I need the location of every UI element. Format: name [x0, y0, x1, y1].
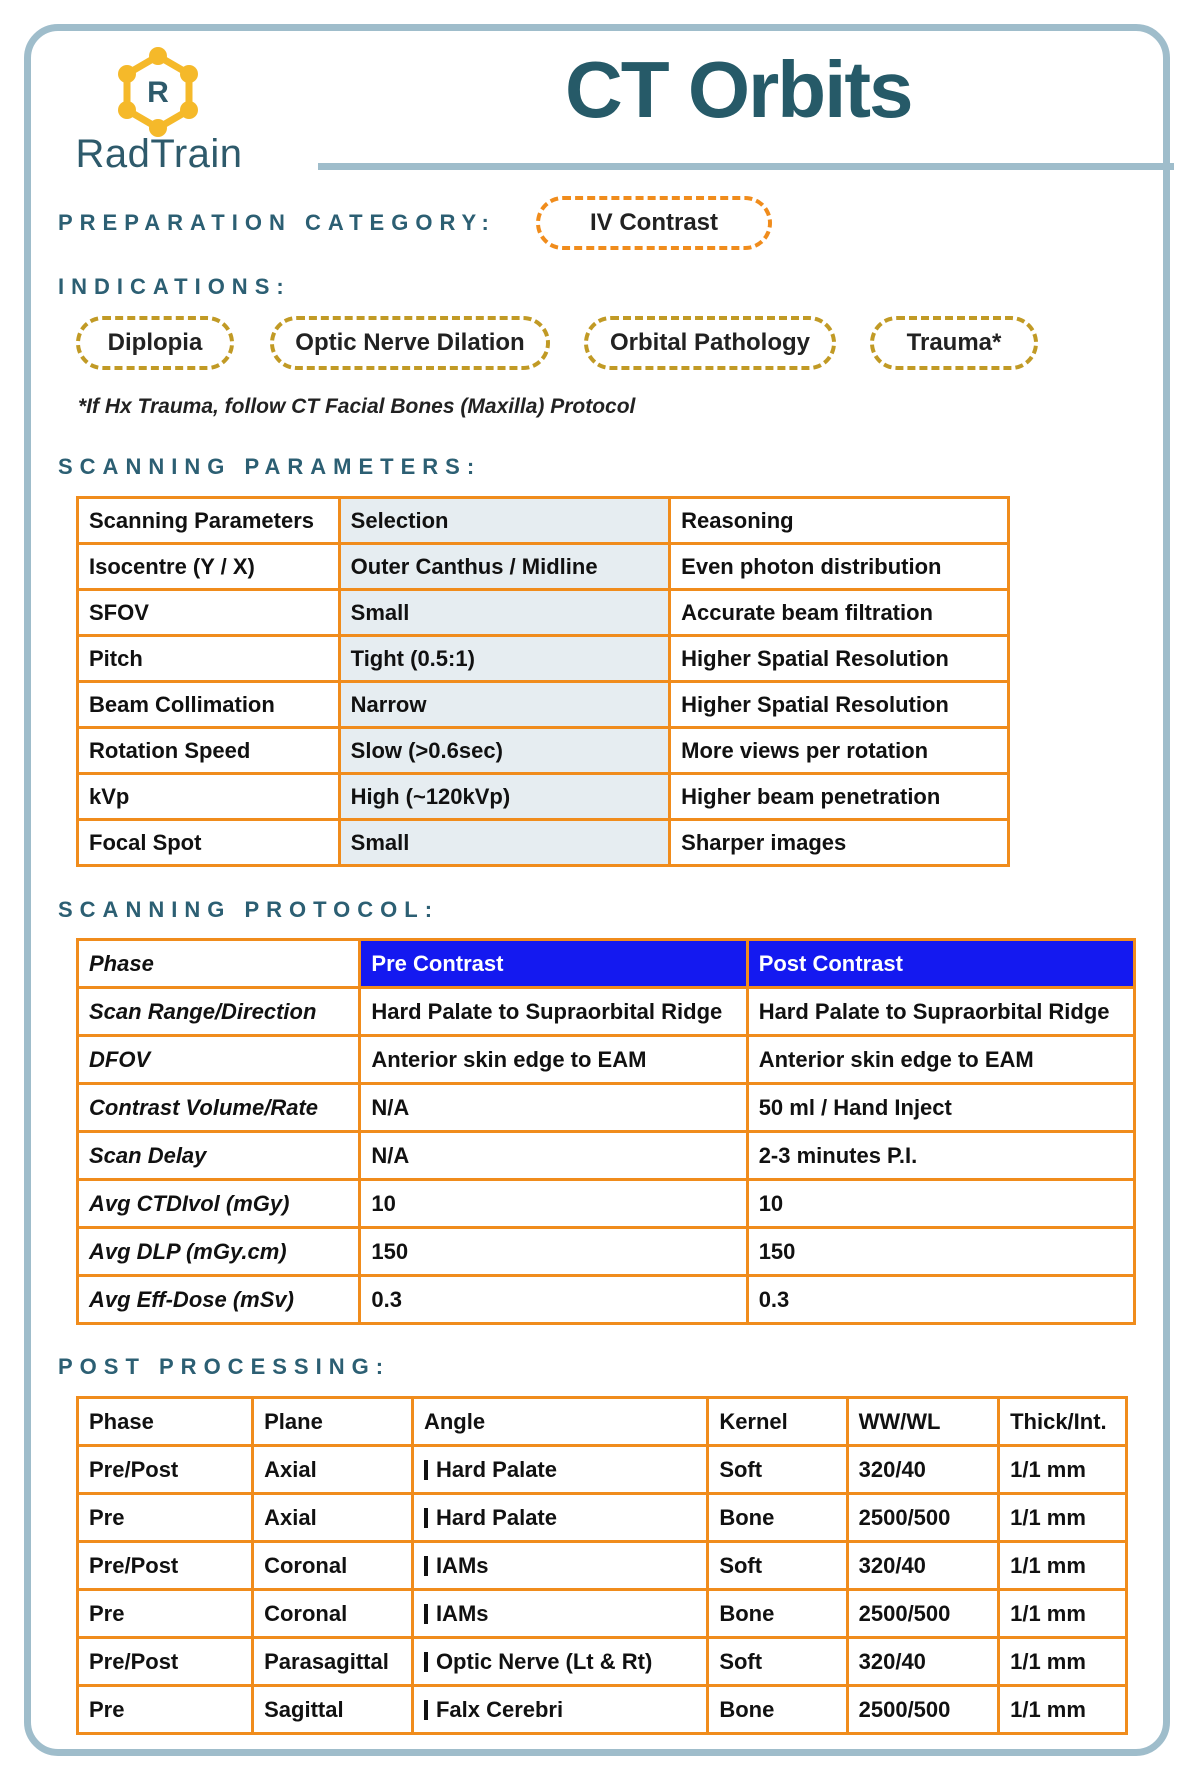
table-row: [78, 1686, 1127, 1734]
logo-letter: R: [147, 76, 169, 109]
preparation-category-badge: IV Contrast: [536, 196, 772, 250]
table-row: [78, 820, 1009, 866]
table-header-row: [78, 498, 1009, 544]
header-cell: Selection: [339, 498, 670, 544]
protocol-label-cell: Contrast Volume/Rate: [78, 1084, 360, 1132]
scanning-parameters-table: [76, 496, 1010, 867]
thickness-cell: 1/1 mm: [999, 1446, 1127, 1494]
pre-contrast-cell: 10: [360, 1180, 747, 1228]
parameter-cell: Focal Spot: [78, 820, 340, 866]
protocol-label-cell: Scan Delay: [78, 1132, 360, 1180]
protocol-label-cell: DFOV: [78, 1036, 360, 1084]
angle-cell: [412, 1446, 707, 1494]
scanning-protocol-heading: SCANNING PROTOCOL:: [58, 897, 440, 922]
table-row: [78, 1132, 1135, 1180]
pre-contrast-cell: N/A: [360, 1132, 747, 1180]
post-contrast-cell: 10: [747, 1180, 1134, 1228]
header-cell: Plane: [253, 1398, 413, 1446]
angle-label: Falx Cerebri: [435, 1696, 564, 1722]
plane-cell: Sagittal: [253, 1686, 413, 1734]
angle-line-icon: [424, 1508, 428, 1528]
table-row: [78, 544, 1009, 590]
table-header-row: [78, 940, 1135, 988]
angle-cell: [412, 1686, 707, 1734]
table-row: [78, 728, 1009, 774]
phase-cell: Pre: [78, 1590, 253, 1638]
table-row: [78, 1446, 1127, 1494]
plane-cell: Axial: [253, 1494, 413, 1542]
table-row: [78, 1494, 1127, 1542]
phase-cell: Pre/Post: [78, 1542, 253, 1590]
kernel-cell: Bone: [708, 1590, 847, 1638]
header-cell: Kernel: [708, 1398, 847, 1446]
table-row: [78, 682, 1009, 728]
pre-contrast-cell: Hard Palate to Supraorbital Ridge: [360, 988, 747, 1036]
angle-cell: [412, 1542, 707, 1590]
table-row: [78, 1036, 1135, 1084]
reasoning-cell: Higher Spatial Resolution: [670, 636, 1009, 682]
indication-badge: Diplopia: [76, 316, 234, 370]
header-cell: Phase: [78, 1398, 253, 1446]
header-cell: Scanning Parameters: [78, 498, 340, 544]
plane-cell: Coronal: [253, 1590, 413, 1638]
indication-badge: Optic Nerve Dilation: [270, 316, 550, 370]
window-cell: 2500/500: [847, 1686, 998, 1734]
angle-line-icon: [424, 1652, 428, 1672]
preparation-heading: PREPARATION CATEGORY:: [58, 210, 496, 235]
post-contrast-cell: 0.3: [747, 1276, 1134, 1324]
angle-cell: [412, 1494, 707, 1542]
plane-cell: Axial: [253, 1446, 413, 1494]
logo-name: RadTrain: [75, 132, 243, 176]
protocol-label-cell: Avg Eff-Dose (mSv): [78, 1276, 360, 1324]
post-contrast-cell: 150: [747, 1228, 1134, 1276]
plane-cell: Coronal: [253, 1542, 413, 1590]
kernel-cell: Soft: [708, 1542, 847, 1590]
table-row: [78, 1638, 1127, 1686]
angle-cell: [412, 1638, 707, 1686]
post-processing-table: [76, 1396, 1128, 1735]
pre-contrast-cell: 150: [360, 1228, 747, 1276]
thickness-cell: 1/1 mm: [999, 1494, 1127, 1542]
indication-badge: Orbital Pathology: [584, 316, 836, 370]
table-row: [78, 1228, 1135, 1276]
reasoning-cell: Even photon distribution: [670, 544, 1009, 590]
phase-cell: Pre: [78, 1686, 253, 1734]
selection-cell: Slow (>0.6sec): [339, 728, 670, 774]
reasoning-cell: Accurate beam filtration: [670, 590, 1009, 636]
thickness-cell: 1/1 mm: [999, 1590, 1127, 1638]
kernel-cell: Bone: [708, 1494, 847, 1542]
angle-label: Hard Palate: [435, 1456, 557, 1482]
selection-cell: Narrow: [339, 682, 670, 728]
post-contrast-cell: Anterior skin edge to EAM: [747, 1036, 1134, 1084]
selection-cell: Tight (0.5:1): [339, 636, 670, 682]
angle-label: Optic Nerve (Lt & Rt): [435, 1648, 653, 1674]
angle-line-icon: [424, 1556, 428, 1576]
parameter-cell: Rotation Speed: [78, 728, 340, 774]
pre-contrast-header: Pre Contrast: [360, 940, 747, 988]
post-contrast-cell: 2-3 minutes P.I.: [747, 1132, 1134, 1180]
table-row: [78, 1084, 1135, 1132]
selection-cell: Outer Canthus / Midline: [339, 544, 670, 590]
plane-cell: Parasagittal: [253, 1638, 413, 1686]
reasoning-cell: Sharper images: [670, 820, 1009, 866]
parameter-cell: kVp: [78, 774, 340, 820]
post-contrast-cell: Hard Palate to Supraorbital Ridge: [747, 988, 1134, 1036]
reasoning-cell: Higher beam penetration: [670, 774, 1009, 820]
phase-cell: Pre: [78, 1494, 253, 1542]
title-divider: [318, 163, 1174, 170]
pre-contrast-cell: Anterior skin edge to EAM: [360, 1036, 747, 1084]
protocol-label-cell: Avg CTDIvol (mGy): [78, 1180, 360, 1228]
pre-contrast-cell: 0.3: [360, 1276, 747, 1324]
angle-line-icon: [424, 1604, 428, 1624]
page-title: CT Orbits: [565, 45, 912, 134]
angle-line-icon: [424, 1460, 428, 1480]
kernel-cell: Soft: [708, 1446, 847, 1494]
post-contrast-header: Post Contrast: [747, 940, 1134, 988]
reasoning-cell: More views per rotation: [670, 728, 1009, 774]
kernel-cell: Soft: [708, 1638, 847, 1686]
reasoning-cell: Higher Spatial Resolution: [670, 682, 1009, 728]
phase-cell: Pre/Post: [78, 1446, 253, 1494]
table-row: [78, 590, 1009, 636]
window-cell: 2500/500: [847, 1590, 998, 1638]
table-row: [78, 636, 1009, 682]
kernel-cell: Bone: [708, 1686, 847, 1734]
radtrain-logo: [64, 44, 254, 174]
selection-cell: Small: [339, 820, 670, 866]
indication-badge: Trauma*: [870, 316, 1038, 370]
table-row: [78, 1590, 1127, 1638]
parameter-cell: SFOV: [78, 590, 340, 636]
protocol-label-cell: Scan Range/Direction: [78, 988, 360, 1036]
header-cell: Reasoning: [670, 498, 1009, 544]
parameter-cell: Beam Collimation: [78, 682, 340, 728]
header-cell: WW/WL: [847, 1398, 998, 1446]
parameter-cell: Isocentre (Y / X): [78, 544, 340, 590]
window-cell: 320/40: [847, 1638, 998, 1686]
indications-heading: INDICATIONS:: [58, 274, 291, 299]
trauma-footnote: *If Hx Trauma, follow CT Facial Bones (Maxilla) Protocol: [78, 395, 636, 418]
table-row: [78, 1542, 1127, 1590]
selection-cell: High (~120kVp): [339, 774, 670, 820]
window-cell: 320/40: [847, 1446, 998, 1494]
scanning-parameters-heading: SCANNING PARAMETERS:: [58, 454, 482, 479]
phase-cell: Pre/Post: [78, 1638, 253, 1686]
angle-label: IAMs: [435, 1552, 489, 1578]
header-cell: Phase: [78, 940, 360, 988]
window-cell: 2500/500: [847, 1494, 998, 1542]
selection-cell: Small: [339, 590, 670, 636]
header-cell: Angle: [412, 1398, 707, 1446]
angle-label: Hard Palate: [435, 1504, 557, 1530]
thickness-cell: 1/1 mm: [999, 1542, 1127, 1590]
table-header-row: [78, 1398, 1127, 1446]
table-row: [78, 1180, 1135, 1228]
protocol-label-cell: Avg DLP (mGy.cm): [78, 1228, 360, 1276]
post-contrast-cell: 50 ml / Hand Inject: [747, 1084, 1134, 1132]
post-processing-heading: POST PROCESSING:: [58, 1354, 391, 1379]
table-row: [78, 988, 1135, 1036]
hexagon-molecule-icon: [110, 44, 206, 140]
scanning-protocol-table: [76, 938, 1136, 1325]
thickness-cell: 1/1 mm: [999, 1686, 1127, 1734]
pre-contrast-cell: N/A: [360, 1084, 747, 1132]
angle-label: IAMs: [435, 1600, 489, 1626]
angle-cell: [412, 1590, 707, 1638]
parameter-cell: Pitch: [78, 636, 340, 682]
angle-line-icon: [424, 1700, 428, 1720]
table-row: [78, 1276, 1135, 1324]
thickness-cell: 1/1 mm: [999, 1638, 1127, 1686]
header-cell: Thick/Int.: [999, 1398, 1127, 1446]
table-row: [78, 774, 1009, 820]
window-cell: 320/40: [847, 1542, 998, 1590]
